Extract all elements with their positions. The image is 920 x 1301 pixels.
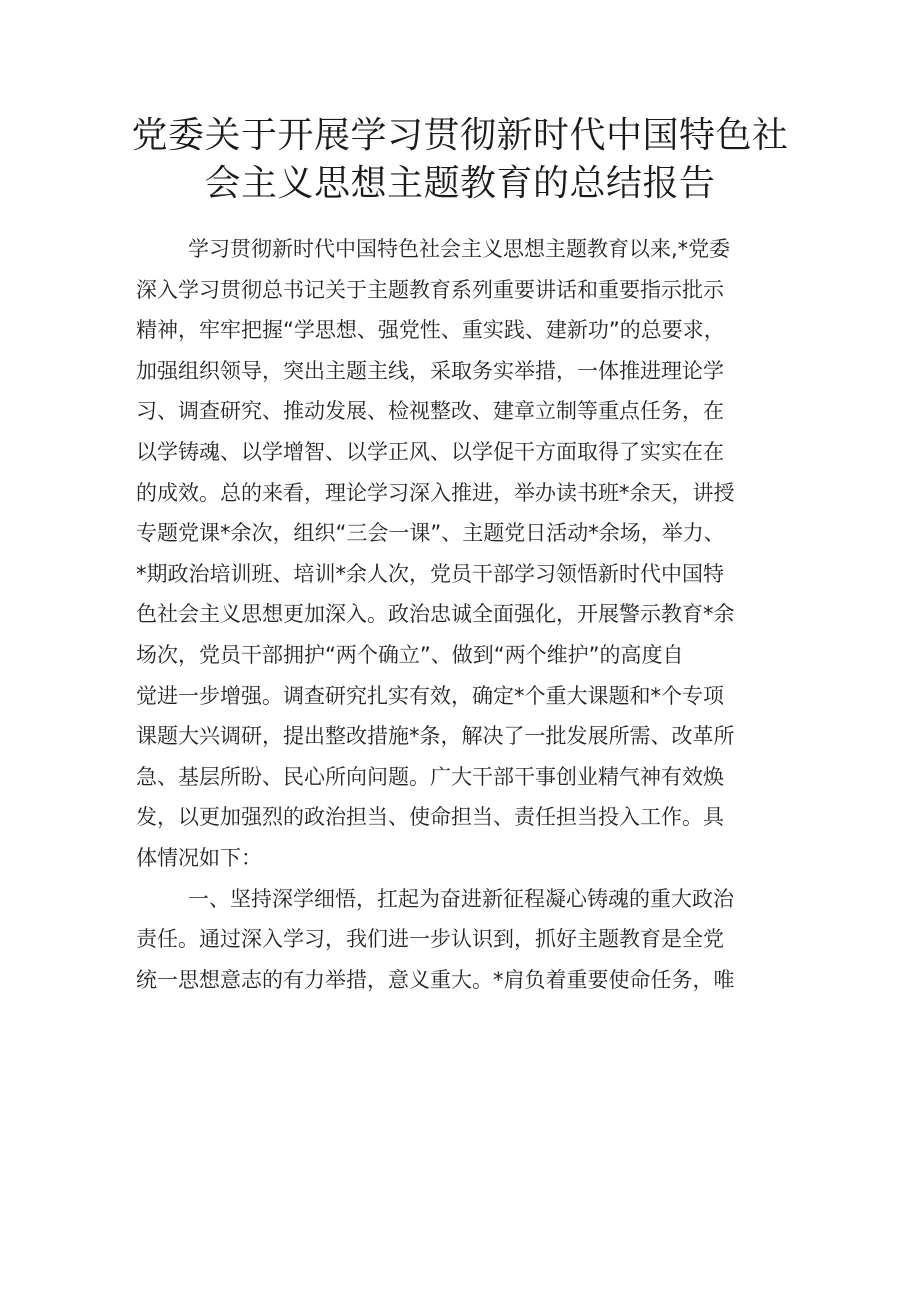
body-line: 发，以更加强烈的政治担当、使命担当、责任担当投入工作。具	[136, 805, 724, 830]
body-line: 急、基层所盼、民心所向问题。广大干部干事创业精气神有效焕	[136, 764, 724, 789]
body-line: 课题大兴调研，提出整改措施*条，解决了一批发展所需、改革所	[136, 724, 735, 749]
body-line: 责任。通过深入学习，我们进一步认识到，抓好主题教育是全党	[136, 927, 724, 952]
body-line: 精神，牢牢把握“学思想、强党性、重实践、建新功”的总要求，	[136, 318, 725, 343]
document-body	[136, 229, 796, 1000]
body-line: 专题党课*余次，组织“三会一课”、主题党日活动*余场，举力、	[136, 521, 725, 546]
body-line: 深入学习贯彻总书记关于主题教育系列重要讲话和重要指示批示	[136, 277, 724, 302]
body-line: 习、调查研究、推动发展、检视整改、建章立制等重点任务，在	[136, 399, 724, 424]
paragraph-1-first-line: 学习贯彻新时代中国特色社会主义思想主题教育以来,*党委	[188, 237, 731, 261]
body-line: 场次，党员干部拥护“两个确立”、做到“两个维护”的高度自	[136, 642, 684, 667]
body-line: 加强组织领导，突出主题主线，采取务实举措，一体推进理论学	[136, 358, 724, 383]
body-line: 色社会主义思想更加深入。政治忠诚全面强化，开展警示教育*余	[136, 602, 735, 627]
title-line-1: 党委关于开展学习贯彻新时代中国特色社	[131, 115, 789, 156]
body-line: 觉进一步增强。调查研究扎实有效，确定*个重大课题和*个专项	[136, 683, 724, 708]
title-line-2: 会主义思想主题教育的总结报告	[204, 163, 716, 204]
body-line: 体情况如下：	[136, 845, 262, 870]
body-line: 统一思想意志的有力举措，意义重大。*肩负着重要使命任务，唯	[136, 967, 735, 992]
body-line: 以学铸魂、以学增智、以学正风、以学促干方面取得了实实在在	[136, 439, 724, 464]
body-line: *期政治培训班、培训*余人次，党员干部学习领悟新时代中国特	[136, 561, 724, 586]
body-line: 的成效。总的来看，理论学习深入推进，举办读书班*余天，讲授	[136, 480, 735, 505]
paragraph-2-first-line: 一、坚持深学细悟，扛起为奋进新征程凝心铸魂的重大政治	[188, 886, 734, 911]
document-title	[110, 112, 810, 208]
